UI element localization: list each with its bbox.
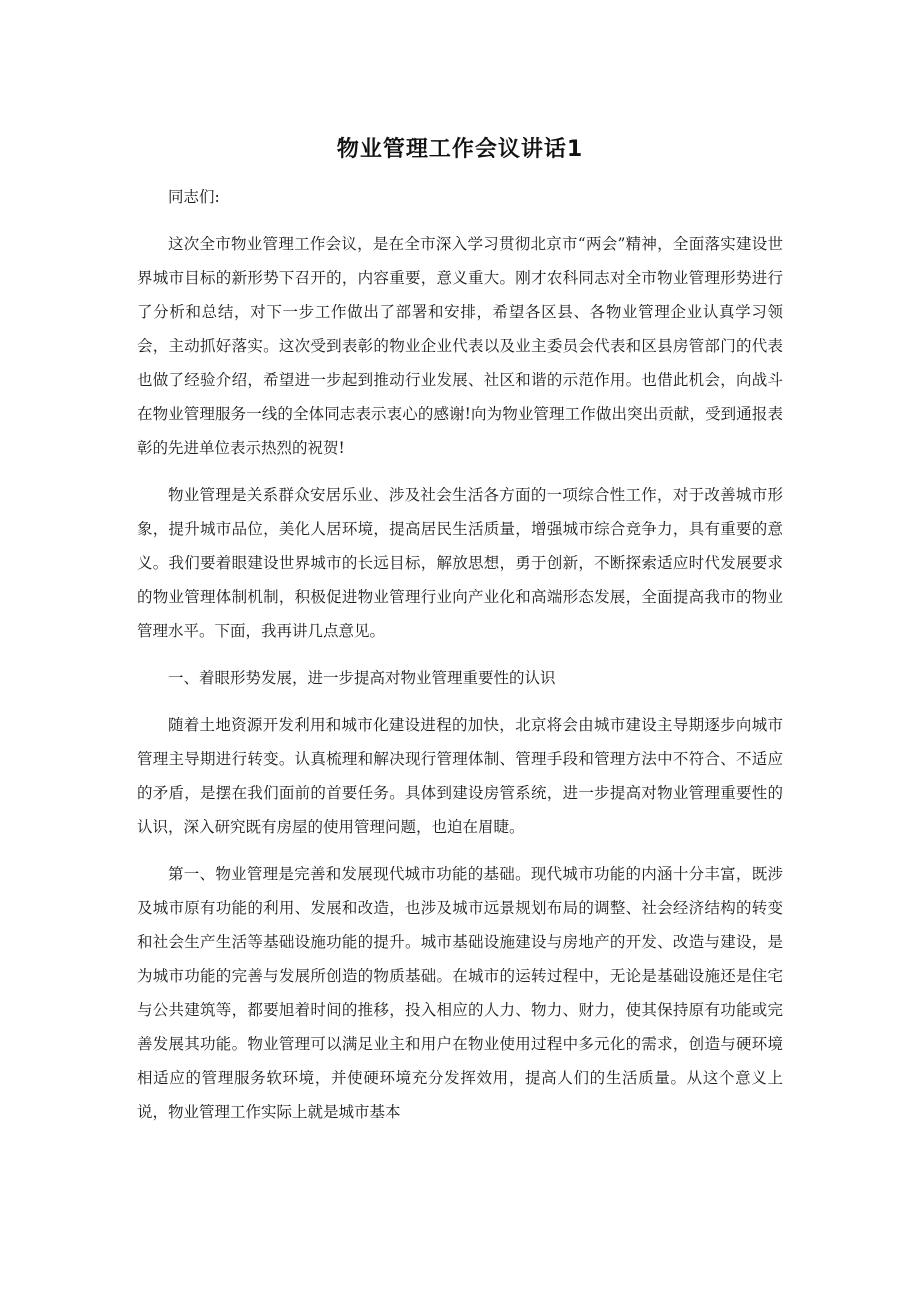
greeting: 同志们:	[168, 188, 220, 206]
paragraph-gap	[137, 695, 783, 708]
paragraph-gap	[137, 214, 783, 227]
paragraph-2: 物业管理是关系群众安居乐业、涉及社会生活各方面的一项综合性工作，对于改善城市形象，提升城市品位，美化人居环境，提高居民生活质量，增强城市综合竞争力，具有重要的意义。我们要着眼建设世界城市的长远目标，解放思想，勇于创新，不断探索适应时代发展要求的物业管理体制机制，积极促进物业管理行业向产业化和高端形态发展，全面提高我市的物业管理水平。下面，我再讲几点意见。	[137, 486, 783, 640]
paragraph-4: 第一、物业管理是完善和发展现代城市功能的基础。现代城市功能的内涵十分丰富，既涉及城市原有功能的利用、发展和改造，也涉及城市远景规划布局的调整、社会经济结构的转变和社会生产生活等基础设施功能的提升。城市基础设施建设与房地产的开发、改造与建设，是为城市功能的完善与发展所创造的物质基础。在城市的运转过程中，无论是基础设施还是住宅与公共建筑等，都要旭着时间的推移，投入相应的人力、物力、财力，使其保持原有功能或完善发展其功能。物业管理可以满足业主和用户在物业使用过程中多元化的需求，创造与硬环境相适应的管理服务软环境，并使硬环境充分发挥效用，提高人们的生活质量。从这个意义上说，物业管理工作实际上就是城市基本	[137, 865, 783, 1121]
document-title: 物业管理工作会议讲话1	[336, 137, 584, 162]
paragraph-1: 这次全市物业管理工作会议，是在全市深入学习贯彻北京市“两会”精神，全面落实建设世界城市目标的新形势下召开的，内容重要，意义重大。刚才农科同志对全市物业管理形势进行了分析和总结，对下一步工作做出了部署和安排，希望各区县、各物业管理企业认真学习领会，主动抓好落实。这次受到表彰的物业企业代表以及业主委员会代表和区县房管部门的代表也做了经验介绍，希望进一步起到推动行业发展、社区和谐的示范作用。也借此机会，向战斗在物业管理服务一线的全体同志表示衷心的感谢!向为物业管理工作做出突出贡献，受到通报表彰的先进单位表示热烈的祝贺!	[137, 235, 783, 457]
document-body	[137, 180, 783, 1129]
section-heading-1: 一、着眼形势发展，进一步提高对物业管理重要性的认识	[168, 669, 556, 687]
paragraph-gap	[137, 648, 783, 661]
paragraph-gap	[137, 465, 783, 478]
paragraph-gap	[137, 844, 783, 857]
paragraph-3: 随着土地资源开发利用和城市化建设进程的加快，北京将会由城市建设主导期逐步向城市管理主导期进行转变。认真梳理和解决现行管理体制、管理手段和管理方法中不符合、不适应的矛盾，是摆在我们面前的首要任务。具体到建设房管系统，进一步提高对物业管理重要性的认识，深入研究既有房屋的使用管理问题，也迫在眉睫。	[137, 716, 783, 836]
